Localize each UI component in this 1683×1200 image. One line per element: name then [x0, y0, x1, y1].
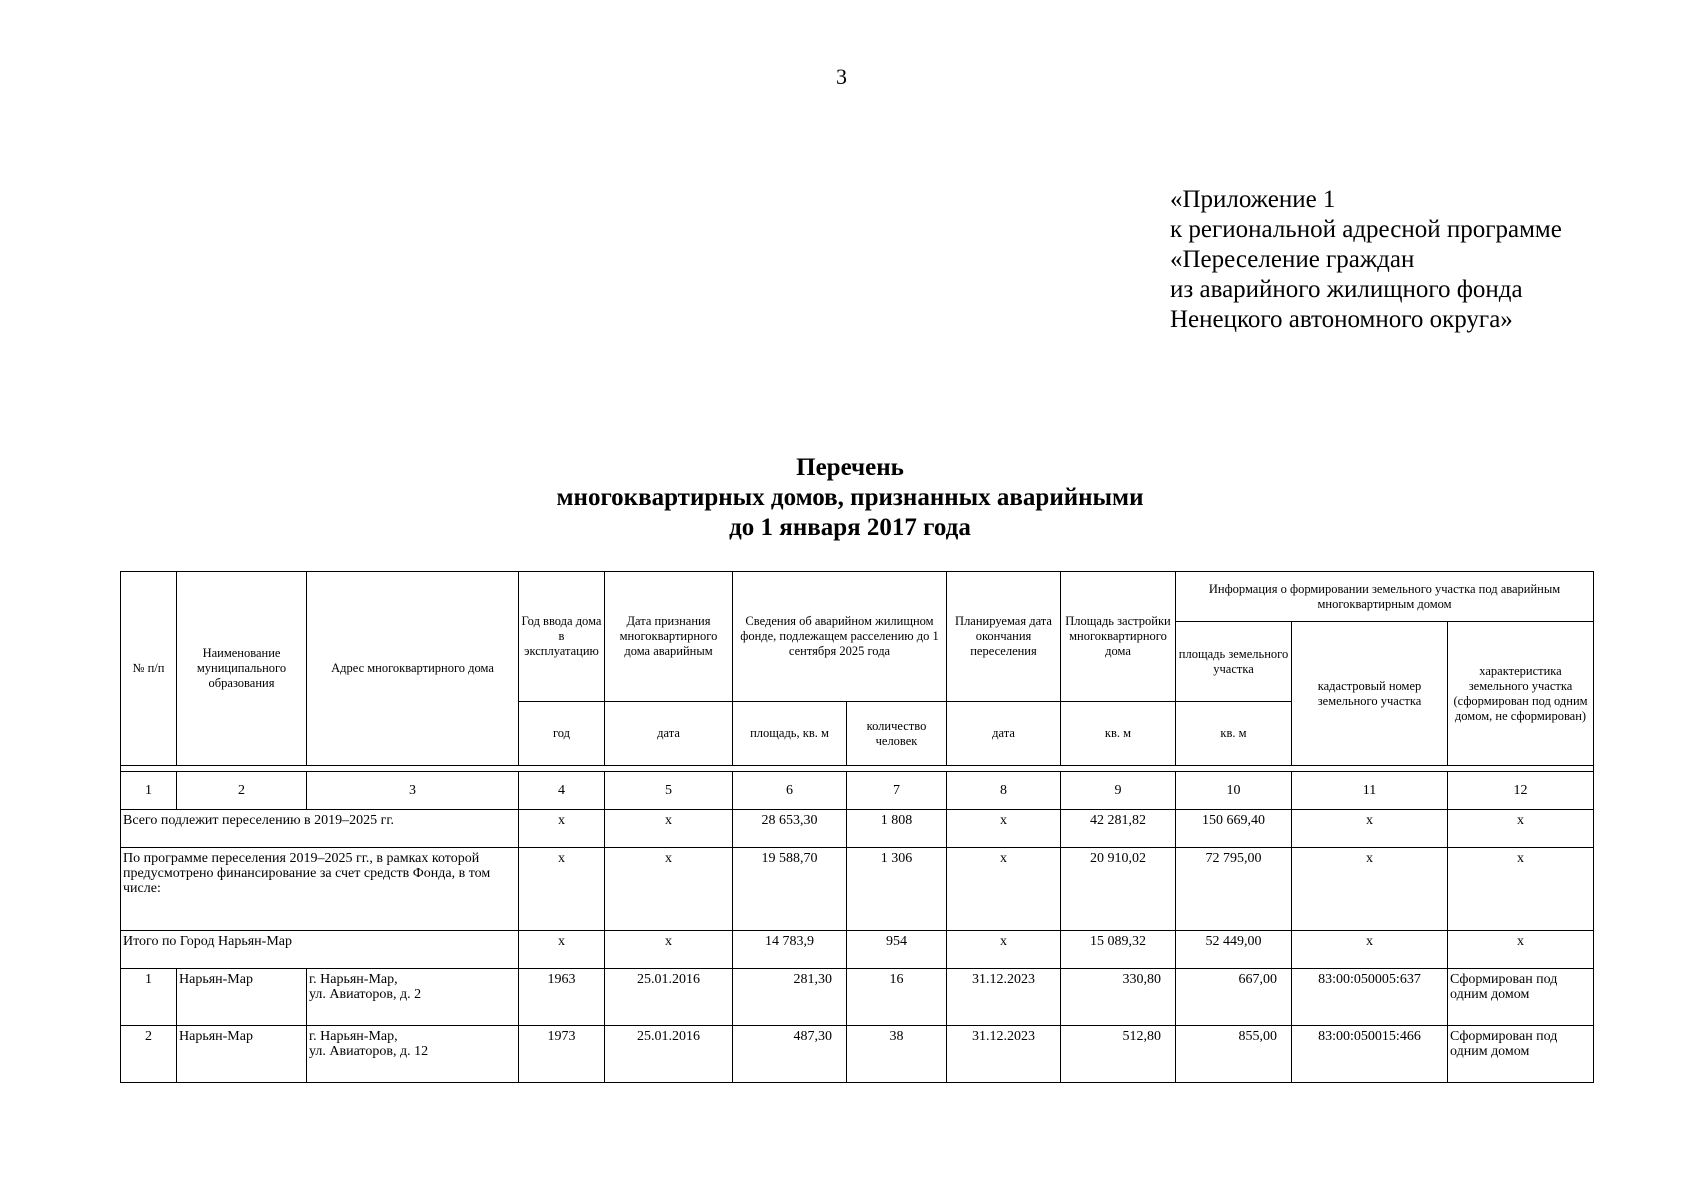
- cell-planned-date: 31.12.2023: [947, 1026, 1061, 1083]
- cell-year: х: [519, 848, 605, 931]
- cell-address: [307, 1026, 519, 1083]
- cell-year: 1973: [519, 1026, 605, 1083]
- cell-land-char: х: [1448, 931, 1594, 969]
- cell-cadastral: х: [1292, 848, 1448, 931]
- header-cadastral: кадастровый номер земельного участка: [1292, 622, 1448, 766]
- document-title: [0, 453, 1683, 543]
- column-number: 7: [847, 772, 947, 810]
- cell-planned-date: х: [947, 810, 1061, 848]
- header-building-area: Площадь застройки многоквартирного дома: [1061, 572, 1176, 702]
- cell-date: 25.01.2016: [605, 969, 733, 1026]
- cell-year: х: [519, 931, 605, 969]
- unit-sqm2: кв. м: [1176, 702, 1292, 766]
- appendix-line: к региональной адресной программе: [1170, 216, 1562, 243]
- cell-cadastral: х: [1292, 931, 1448, 969]
- column-number: 4: [519, 772, 605, 810]
- appendix-line: Ненецкого автономного округа»: [1170, 306, 1513, 333]
- header-year: Год ввода дома в эксплуатацию: [519, 572, 605, 702]
- column-number: 11: [1292, 772, 1448, 810]
- appendix-line: «Переселение граждан: [1170, 246, 1415, 273]
- column-number: 8: [947, 772, 1061, 810]
- header-num: № п/п: [121, 572, 177, 766]
- cell-municipality: Нарьян-Мар: [177, 969, 307, 1026]
- header-address: Адрес многоквартирного дома: [307, 572, 519, 766]
- cell-land-char: Сформирован под одним домом: [1448, 1026, 1594, 1083]
- title-line: до 1 января 2017 года: [729, 514, 971, 541]
- appendix-line: из аварийного жилищного фонда: [1170, 276, 1523, 303]
- address-line: г. Нарьян-Мар,: [309, 1029, 398, 1044]
- cell-num: 1: [121, 969, 177, 1026]
- cell-building-area: 42 281,82: [1061, 810, 1176, 848]
- cell-land-area: 150 669,40: [1176, 810, 1292, 848]
- cell-people: 1 306: [847, 848, 947, 931]
- cell-land-char: Сформирован под одним домом: [1448, 969, 1594, 1026]
- summary-label: Итого по Город Нарьян-Мар: [121, 931, 519, 969]
- header-info-group: Сведения об аварийном жилищном фонде, подлежащем расселению до 1 сентября 2025 года: [733, 572, 947, 702]
- cell-land-area: 855,00: [1176, 1026, 1292, 1083]
- appendix-note: [1170, 185, 1562, 335]
- cell-area: 28 653,30: [733, 810, 847, 848]
- cell-area: 19 588,70: [733, 848, 847, 931]
- cell-land-char: х: [1448, 810, 1594, 848]
- summary-row: [121, 810, 1594, 848]
- column-number: 10: [1176, 772, 1292, 810]
- appendix-line: «Приложение 1: [1170, 186, 1336, 213]
- cell-people: 1 808: [847, 810, 947, 848]
- cell-municipality: Нарьян-Мар: [177, 1026, 307, 1083]
- summary-label: По программе переселения 2019–2025 гг., в рамках которой предусмотрено финансирование за счет средств Фонда, в том числе:: [121, 848, 519, 931]
- cell-people: 38: [847, 1026, 947, 1083]
- cell-building-area: 15 089,32: [1061, 931, 1176, 969]
- cell-people: 954: [847, 931, 947, 969]
- column-number: 1: [121, 772, 177, 810]
- houses-table: [120, 571, 1594, 1083]
- cell-land-area: 667,00: [1176, 969, 1292, 1026]
- cell-cadastral: 83:00:050015:466: [1292, 1026, 1448, 1083]
- title-line: многоквартирных домов, признанных аварийными: [556, 484, 1144, 511]
- title-line: Перечень: [796, 454, 904, 481]
- cell-planned-date: 31.12.2023: [947, 969, 1061, 1026]
- unit-date: дата: [605, 702, 733, 766]
- cell-planned-date: х: [947, 848, 1061, 931]
- cell-date: х: [605, 810, 733, 848]
- cell-area: 14 783,9: [733, 931, 847, 969]
- column-number: 2: [177, 772, 307, 810]
- cell-land-area: 52 449,00: [1176, 931, 1292, 969]
- cell-planned-date: х: [947, 931, 1061, 969]
- summary-row: [121, 931, 1594, 969]
- cell-year: х: [519, 810, 605, 848]
- unit-date2: дата: [947, 702, 1061, 766]
- column-number: 3: [307, 772, 519, 810]
- page-number: 3: [836, 64, 847, 89]
- header-planned-date: Планируемая дата окончания переселения: [947, 572, 1061, 702]
- address-line: ул. Авиаторов, д. 12: [309, 1044, 429, 1059]
- cell-land-area: 72 795,00: [1176, 848, 1292, 931]
- table-row: [121, 1026, 1594, 1083]
- cell-people: 16: [847, 969, 947, 1026]
- cell-building-area: 512,80: [1061, 1026, 1176, 1083]
- column-number: 12: [1448, 772, 1594, 810]
- column-number: 9: [1061, 772, 1176, 810]
- header-municipality: Наименование муниципального образования: [177, 572, 307, 766]
- cell-building-area: 330,80: [1061, 969, 1176, 1026]
- cell-area: 281,30: [733, 969, 847, 1026]
- column-number: 6: [733, 772, 847, 810]
- summary-row: [121, 848, 1594, 931]
- cell-building-area: 20 910,02: [1061, 848, 1176, 931]
- cell-land-char: х: [1448, 848, 1594, 931]
- header-land-area: площадь земельного участка: [1176, 622, 1292, 702]
- table-row: [121, 969, 1594, 1026]
- cell-area: 487,30: [733, 1026, 847, 1083]
- cell-cadastral: 83:00:050005:637: [1292, 969, 1448, 1026]
- cell-date: х: [605, 931, 733, 969]
- unit-people: количество человек: [847, 702, 947, 766]
- summary-label: Всего подлежит переселению в 2019–2025 гг.: [121, 810, 519, 848]
- cell-num: 2: [121, 1026, 177, 1083]
- cell-date: 25.01.2016: [605, 1026, 733, 1083]
- unit-sqm: кв. м: [1061, 702, 1176, 766]
- header-land-group: Информация о формировании земельного участка под аварийным многоквартирным домом: [1176, 572, 1594, 622]
- cell-date: х: [605, 848, 733, 931]
- header-recognition-date: Дата признания многоквартирного дома аварийным: [605, 572, 733, 702]
- column-number: 5: [605, 772, 733, 810]
- address-line: г. Нарьян-Мар,: [309, 972, 398, 987]
- cell-year: 1963: [519, 969, 605, 1026]
- cell-cadastral: х: [1292, 810, 1448, 848]
- address-line: ул. Авиаторов, д. 2: [309, 987, 422, 1002]
- unit-area: площадь, кв. м: [733, 702, 847, 766]
- cell-address: [307, 969, 519, 1026]
- header-land-char: характеристика земельного участка (сформирован под одним домом, не сформирован): [1448, 622, 1594, 766]
- unit-year: год: [519, 702, 605, 766]
